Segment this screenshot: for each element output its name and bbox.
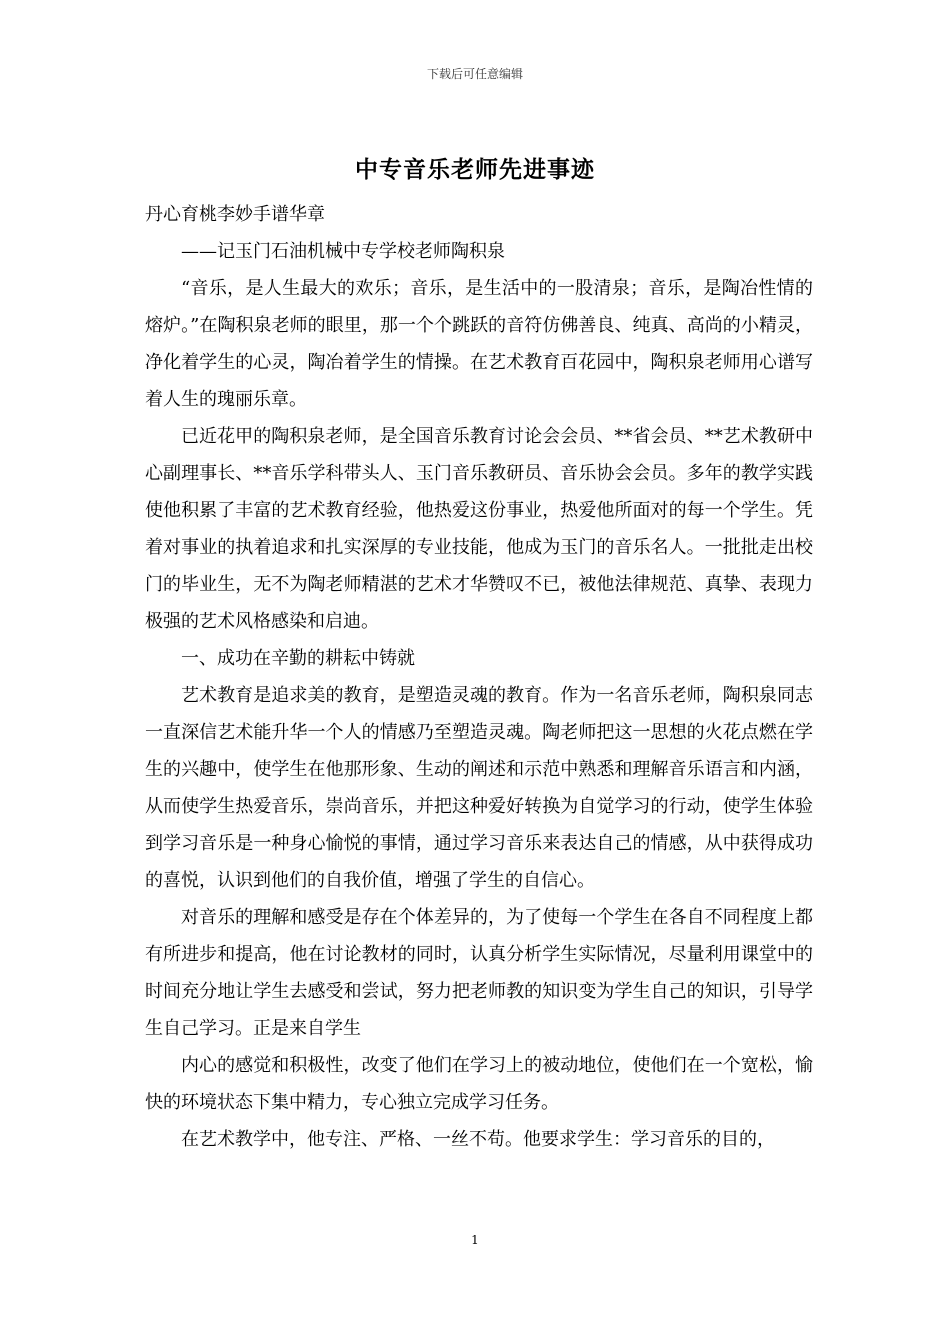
section-heading-1: 一、成功在辛勤的耕耘中铸就 — [181, 648, 415, 669]
paragraph-4: 对音乐的理解和感受是存在个体差异的，为了使每一个学生在各自不同程度上都有所进步和提高，他在讨论教材的同时，认真分析学生实际情况，尽量利用课堂中的时间充分地让学生去感受和尝试，努力把老师教的知识变为学生自己的知识，引导学生自己学习。正是来自学生 — [145, 907, 813, 1039]
paragraph-2: 已近花甲的陶积泉老师，是全国音乐教育讨论会会员、**省会员、**艺术教研中心副理事长、**音乐学科带头人、玉门音乐教研员、音乐协会会员。多年的教学实践使他积累了丰富的艺术教育经验，他热爱这份事业，热爱他所面对的每一个学生。凭着对事业的执着追求和扎实深厚的专业技能，他成为玉门的音乐名人。一批批走出校门的毕业生，无不为陶老师精湛的艺术才华赞叹不已，被他法律规范、真挚、表现力极强的艺术风格感染和启迪。 — [145, 426, 813, 632]
paragraph-1: “音乐，是人生最大的欢乐；音乐，是生活中的一股清泉；音乐，是陶冶性情的熔炉。”在陶积泉老师的眼里，那一个个跳跃的音符仿佛善良、纯真、高尚的小精灵，净化着学生的心灵，陶冶着学生的情操。在艺术教育百花园中，陶积泉老师用心谱写着人生的瑰丽乐章。 — [145, 278, 813, 410]
byline: ——记玉门石油机械中专学校老师陶积泉 — [181, 241, 505, 262]
document-title: 中专音乐老师先进事迹 — [355, 156, 595, 183]
paragraph-3: 艺术教育是追求美的教育，是塑造灵魂的教育。作为一名音乐老师，陶积泉同志一直深信艺术能升华一个人的情感乃至塑造灵魂。陶老师把这一思想的火花点燃在学生的兴趣中，使学生在他那形象、生动的阐述和示范中熟悉和理解音乐语言和内涵，从而使学生热爱音乐，崇尚音乐，并把这种爱好转换为自觉学习的行动，使学生体验到学习音乐是一种身心愉悦的事情，通过学习音乐来表达自己的情感，从中获得成功的喜悦，认识到他们的自我价值，增强了学生的自信心。 — [145, 685, 813, 891]
document-body — [145, 196, 813, 1158]
subtitle: 丹心育桃李妙手谱华章 — [145, 204, 325, 225]
page-number: 1 — [471, 1233, 479, 1247]
header-note: 下载后可任意编辑 — [426, 67, 523, 81]
paragraph-5: 内心的感觉和积极性，改变了他们在学习上的被动地位，使他们在一个宽松，愉快的环境状态下集中精力，专心独立完成学习任务。 — [145, 1055, 813, 1113]
paragraph-6: 在艺术教学中，他专注、严格、一丝不苟。他要求学生：学习音乐的目的， — [181, 1129, 775, 1150]
